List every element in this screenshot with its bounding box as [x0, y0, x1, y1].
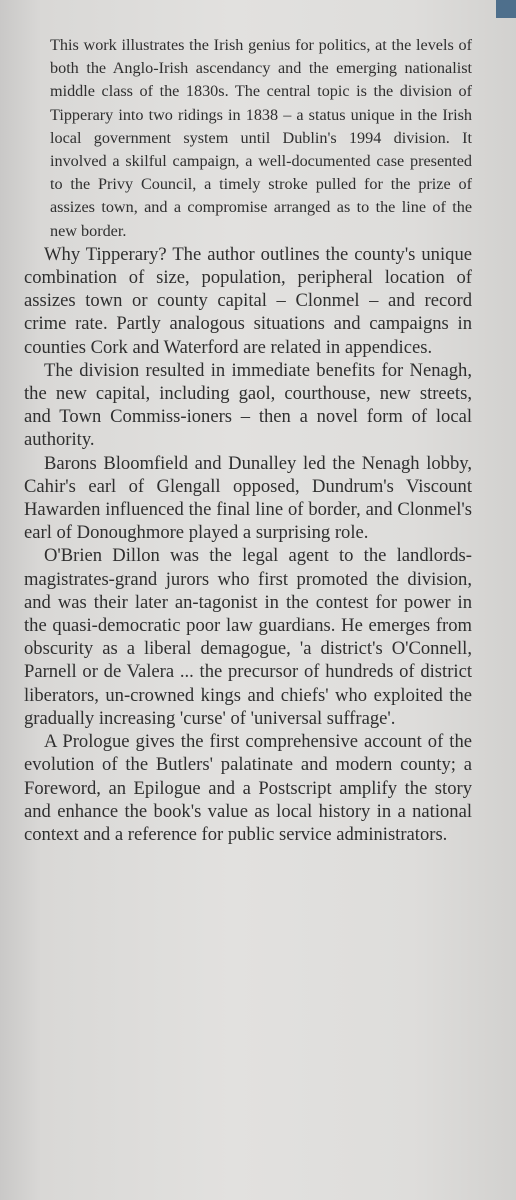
- blurb-paragraph-1: This work illustrates the Irish genius for politics, at the levels of both the Anglo-Irish ascendancy and the emerging nationalist middle class of the 1830s. The central topic is the division of Tipperary into two ridings in 1838 – a status unique in the Irish local government system until Dublin's 1994 division. It involved a skilful campaign, a well-documented case presented to the Privy Council, a timely stroke pulled for the prize of assizes town, and a compromise arranged as to the line of the new border.: [50, 36, 472, 240]
- corner-color-tab: [496, 0, 516, 18]
- blurb-paragraph-3: The division resulted in immediate benefits for Nenagh, the new capital, including gaol, courthouse, new streets, and Town Commiss-ioners – then a novel form of local authority.: [24, 359, 472, 451]
- blurb-paragraph-2: Why Tipperary? The author outlines the county's unique combination of size, population, peripheral location of assizes town or county capital – Clonmel – and record crime rate. Partly analogous situations and campaigns in counties Cork and Waterford are related in appendices.: [24, 243, 472, 358]
- book-blurb: [24, 34, 472, 846]
- blurb-paragraph-4: Barons Bloomfield and Dunalley led the Nenagh lobby, Cahir's earl of Glengall opposed, Dundrum's Viscount Hawarden influenced the final line of border, and Clonmel's earl of Donoughmore played a surprising role.: [24, 452, 472, 544]
- blurb-paragraph-6: A Prologue gives the first comprehensive account of the evolution of the Butlers' palatinate and modern county; a Foreword, an Epilogue and a Postscript amplify the story and enhance the book's value as local history in a national context and a reference for public service administrators.: [24, 731, 472, 845]
- blurb-paragraph-5: O'Brien Dillon was the legal agent to the landlords-magistrates-grand jurors who first promoted the division, and was their later an-tagonist in the contest for power in the quasi-democratic poor law guardians. He emerges from obscurity as a liberal demagogue, 'a district's O'Connell, Parnell or de Valera ... the precursor of hundreds of district liberators, un-crowned kings and chiefs' who exploited the gradually increasing 'curse' of 'universal suffrage'.: [24, 545, 472, 729]
